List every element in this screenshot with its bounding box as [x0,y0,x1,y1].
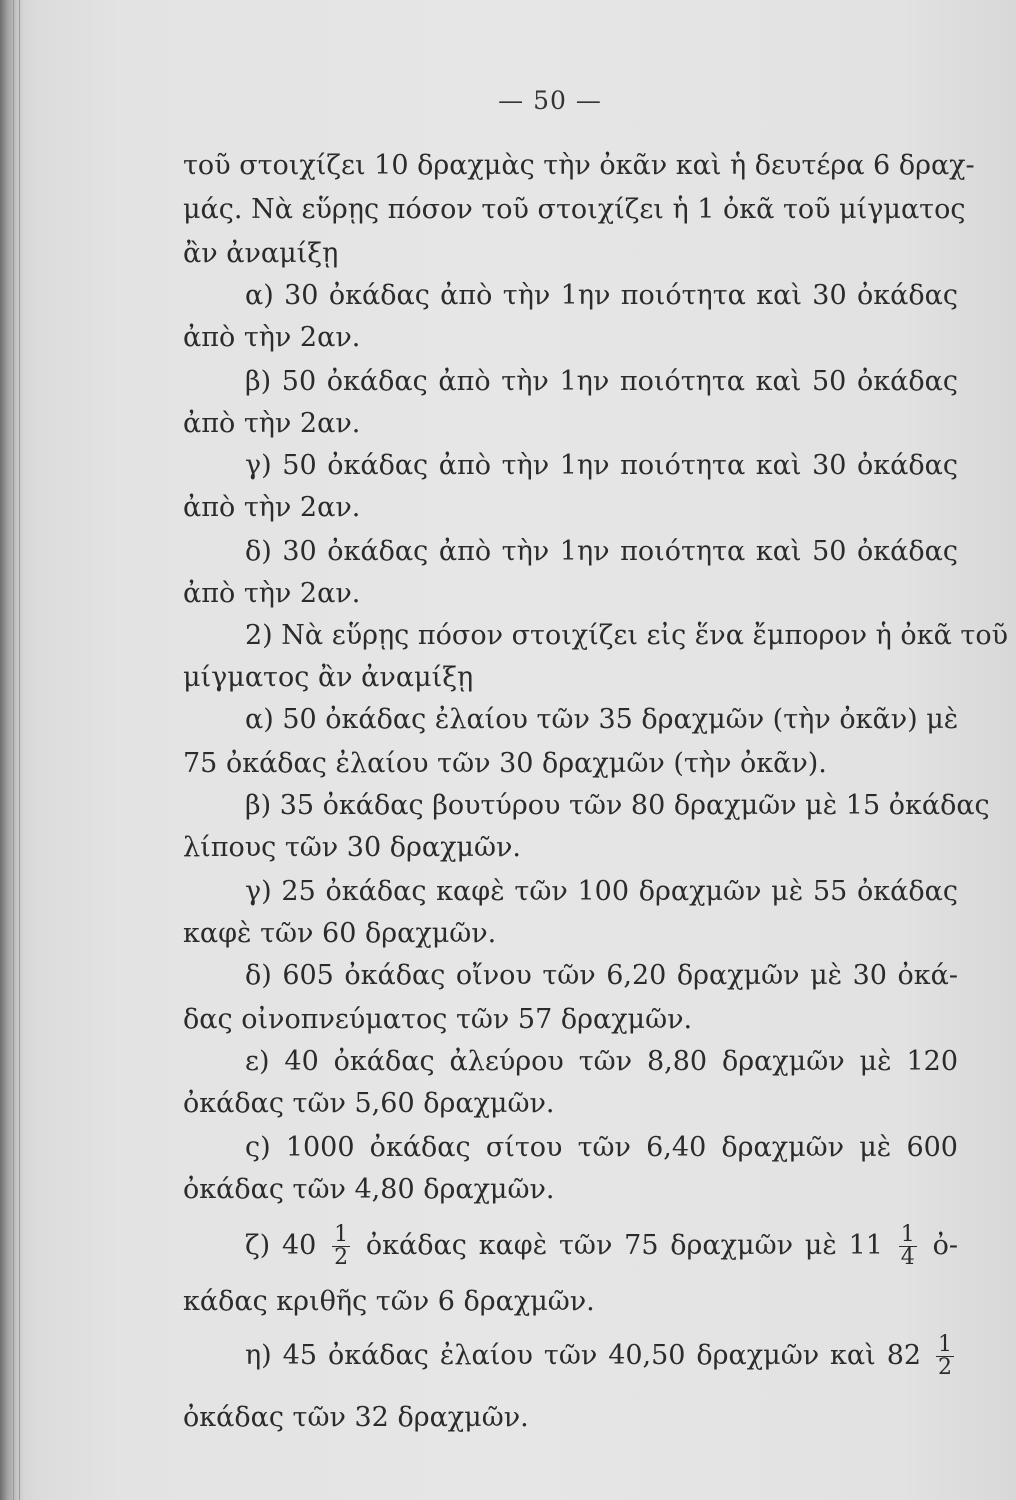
text-line: μάς. Νὰ εὕρῃς πόσον τοῦ στοιχίζει ἡ 1 ὀκᾶ τοῦ μίγματος [183,194,966,225]
text-line: ἀπὸ τὴν 2αν. [183,322,361,353]
text-line: ὀκάδας τῶν 5,60 δραχμῶν. [183,1088,555,1119]
text-line: α) 50 ὀκάδας ἐλαίου τῶν 35 δραχμῶν (τὴν ὀκᾶν) μὲ [245,704,959,735]
fraction [332,1224,350,1269]
fraction-denominator: 2 [938,1355,953,1380]
text-line: κάδας κριθῆς τῶν 6 δραχμῶν. [183,1286,595,1317]
fraction-numerator: 1 [900,1222,915,1247]
text-line: δας οἰνοπνεύματος τῶν 57 δραχμῶν. [183,1004,693,1035]
text-line: ἂν ἀναμίξῃ [183,238,339,269]
text-line: ἀπὸ τὴν 2αν. [183,492,361,523]
fraction [936,1334,954,1379]
text-line: τοῦ στοιχίζει 10 δραχμὰς τὴν ὀκᾶν καὶ ἡ δευτέρα 6 δραχ- [183,150,975,181]
text-line: ἀπὸ τὴν 2αν. [183,578,361,609]
text-line: γ) 25 ὀκάδας καφὲ τῶν 100 δραχμῶν μὲ 55 ὀκάδας [245,876,958,907]
text-line: δ) 605 ὀκάδας οἴνου τῶν 6,20 δραχμῶν μὲ 30 ὀκά- [245,960,958,991]
text-line: λίπους τῶν 30 δραχμῶν. [183,832,521,863]
text-line-with-fractions [245,1334,958,1379]
text-line: α) 30 ὀκάδας ἀπὸ τὴν 1ην ποιότητα καὶ 30 ὀκάδας [245,280,958,311]
text-line: ὀκάδας τῶν 32 δραχμῶν. [183,1402,529,1433]
fraction-denominator: 4 [900,1245,915,1270]
text-line: ε) 40 ὀκάδας ἀλεύρου τῶν 8,80 δραχμῶν μὲ 120 [245,1046,958,1077]
text-line: καφὲ τῶν 60 δραχμῶν. [183,918,497,949]
text-line: 2) Νὰ εὕρῃς πόσον στοιχίζει εἰς ἕνα ἔμπορον ἡ ὀκᾶ τοῦ [245,620,1008,651]
fraction-numerator: 1 [334,1222,349,1247]
text-line: ς) 1000 ὀκάδας σίτου τῶν 6,40 δραχμῶν μὲ 600 [245,1132,958,1163]
text-segment: ὀκάδας καφὲ τῶν 75 δραχμῶν μὲ 11 [365,1230,883,1261]
text-line: γ) 50 ὀκάδας ἀπὸ τὴν 1ην ποιότητα καὶ 30 ὀκάδας [245,450,958,481]
text-line: δ) 30 ὀκάδας ἀπὸ τὴν 1ην ποιότητα καὶ 50 ὀκάδας [245,536,958,567]
fraction [899,1224,917,1269]
text-segment: η) 45 ὀκάδας ἐλαίου τῶν 40,50 δραχμῶν καὶ 82 [245,1340,922,1371]
text-segment: ζ) 40 [245,1230,317,1261]
text-line: 75 ὀκάδας ἐλαίου τῶν 30 δραχμῶν (τὴν ὀκᾶν). [183,748,827,779]
text-line: β) 35 ὀκάδας βουτύρου τῶν 80 δραχμῶν μὲ 15 ὀκάδας [245,790,990,821]
page-number: — 50 — [498,86,602,115]
text-line-with-fractions [245,1224,958,1269]
text-line: ὀκάδας τῶν 4,80 δραχμῶν. [183,1174,555,1205]
text-line: ἀπὸ τὴν 2αν. [183,408,361,439]
text-line: μίγματος ἂν ἀναμίξῃ [183,662,474,693]
fraction-numerator: 1 [938,1332,953,1357]
text-segment: ὀ- [932,1230,958,1261]
text-line: β) 50 ὀκάδας ἀπὸ τὴν 1ην ποιότητα καὶ 50 ὀκάδας [245,366,958,397]
fraction-denominator: 2 [334,1245,349,1270]
